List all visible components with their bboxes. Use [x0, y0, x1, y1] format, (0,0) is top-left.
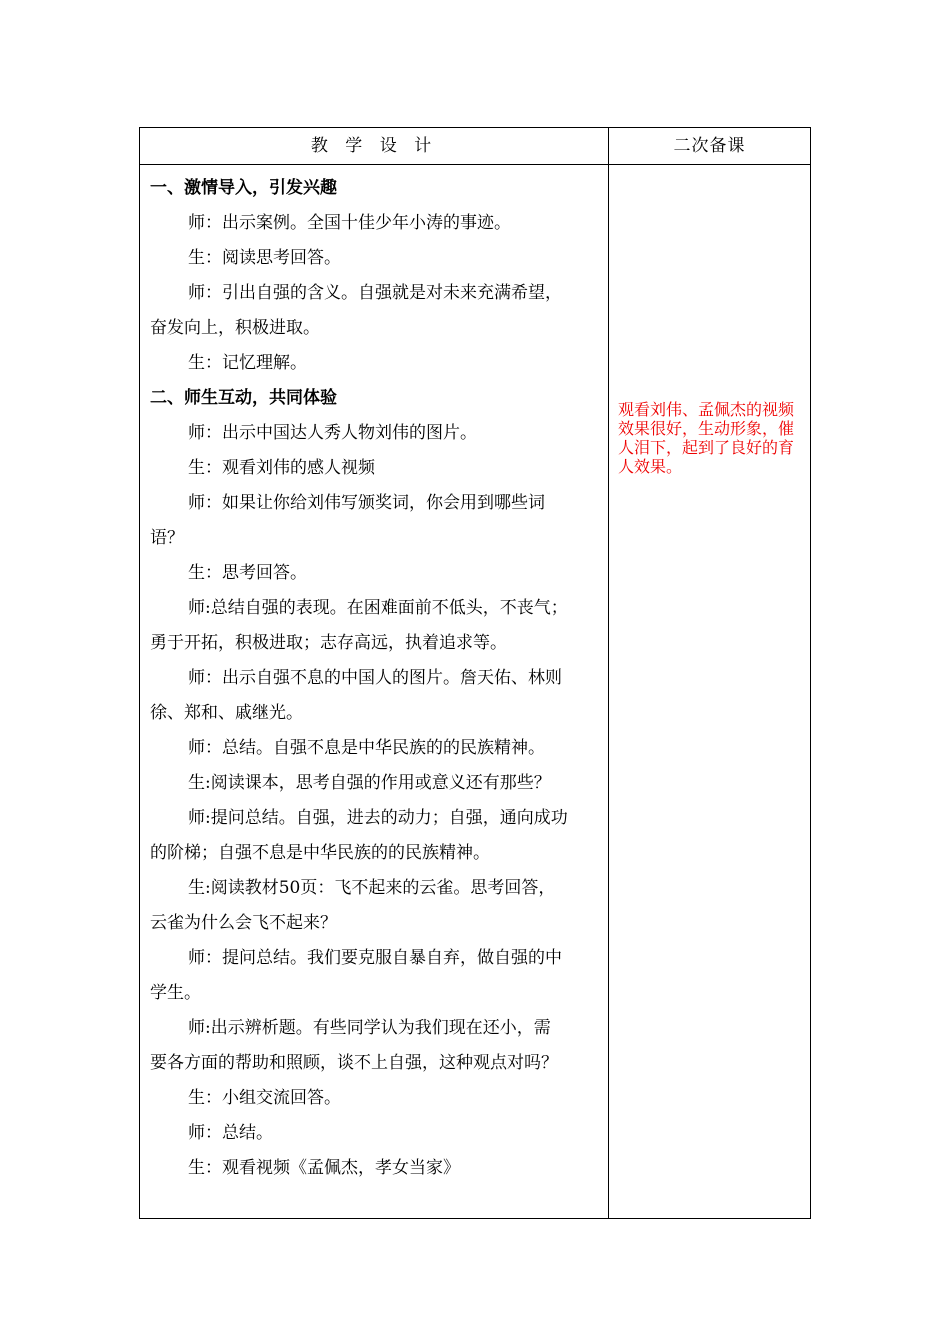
content-line: 生：观看刘伟的感人视频: [188, 458, 375, 478]
section-heading-2: 二、师生互动，共同体验: [150, 388, 337, 408]
content-line: 师:总结自强的表现。在困难面前不低头，不丧气；: [188, 598, 568, 618]
content-line: 师：提问总结。我们要克服自暴自弃，做自强的中: [188, 948, 562, 968]
content-line: 生：思考回答。: [188, 563, 307, 583]
content-line: 师:出示辨析题。有些同学认为我们现在还小，需: [188, 1018, 551, 1038]
header-teaching-design: 教 学 设 计: [310, 136, 438, 156]
content-line: 师：总结。自强不息是中华民族的的民族精神。: [188, 738, 545, 758]
content-line: 生：观看视频《孟佩杰，孝女当家》: [188, 1158, 460, 1178]
header-divider: [140, 164, 810, 165]
lesson-plan-table: [139, 127, 811, 1219]
content-line: 生：记忆理解。: [188, 353, 307, 373]
content-line: 师:提问总结。自强，进去的动力；自强，通向成功: [188, 808, 568, 828]
section-heading-1: 一、激情导入，引发兴趣: [150, 178, 337, 198]
content-line: 云雀为什么会飞不起来？: [150, 913, 337, 933]
content-line: 师：引出自强的含义。自强就是对未来充满希望，: [188, 283, 562, 303]
content-line: 生：小组交流回答。: [188, 1088, 341, 1108]
content-line: 生:阅读教材50页：飞不起来的云雀。思考回答，: [188, 878, 556, 898]
content-line: 师：出示案例。全国十佳少年小涛的事迹。: [188, 213, 511, 233]
content-line: 师：出示自强不息的中国人的图片。詹天佑、林则: [188, 668, 562, 688]
content-line: 生：阅读思考回答。: [188, 248, 341, 268]
content-line: 师：如果让你给刘伟写颁奖词，你会用到哪些词: [188, 493, 545, 513]
column-divider: [608, 128, 609, 1218]
content-line: 生:阅读课本，思考自强的作用或意义还有那些？: [188, 773, 551, 793]
content-line: 勇于开拓，积极进取；志存高远，执着追求等。: [150, 633, 507, 653]
content-line: 的阶梯；自强不息是中华民族的的民族精神。: [150, 843, 490, 863]
content-line: 语？: [150, 528, 184, 548]
content-line: 师：总结。: [188, 1123, 273, 1143]
content-line: 要各方面的帮助和照顾，谈不上自强，这种观点对吗？: [150, 1053, 558, 1073]
second-preparation-note: 观看刘伟、孟佩杰的视频效果很好，生动形象，催人泪下，起到了良好的育人效果。: [618, 400, 795, 476]
content-line: 学生。: [150, 983, 201, 1003]
content-line: 徐、郑和、戚继光。: [150, 703, 303, 723]
content-line: 师：出示中国达人秀人物刘伟的图片。: [188, 423, 477, 443]
content-line: 奋发向上，积极进取。: [150, 318, 320, 338]
teaching-design-content: [150, 171, 602, 1186]
header-second-preparation: 二次备课: [673, 136, 746, 156]
